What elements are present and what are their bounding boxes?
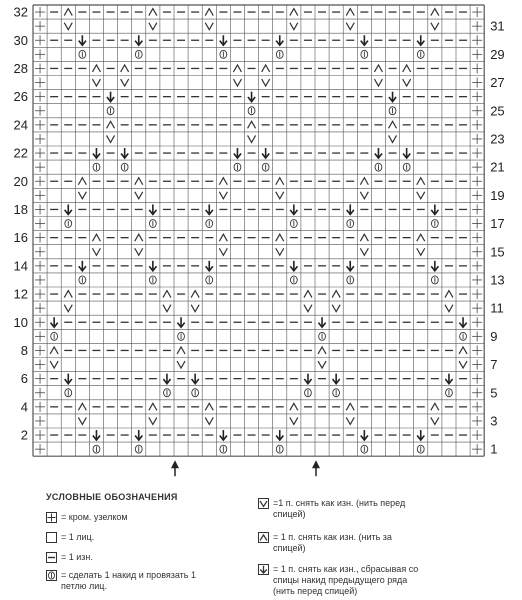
row-label-left: 26 (13, 89, 28, 105)
legend-item-slip-back (258, 532, 418, 554)
row-label-right: 17 (490, 216, 505, 232)
row-label-left: 32 (13, 4, 28, 20)
row-label-right: 3 (490, 413, 498, 429)
legend (0, 490, 522, 600)
knit-stitch-icon (46, 532, 57, 543)
row-label-right: 27 (490, 75, 505, 91)
legend-item-yarnover (46, 570, 216, 592)
row-label-left: 4 (20, 399, 28, 415)
purl-stitch-icon (46, 552, 57, 563)
legend-yarnover-label: = сделать 1 накид и провязать 1 петлю лиц. (61, 570, 196, 591)
row-label-right: 5 (490, 385, 498, 401)
repeat-arrow-head (312, 460, 320, 468)
row-label-right: 9 (490, 328, 498, 344)
legend-item-slip-front (258, 498, 418, 520)
row-label-right: 31 (490, 18, 505, 34)
row-label-right: 7 (490, 357, 498, 373)
row-label-left: 12 (13, 286, 28, 302)
row-label-right: 23 (490, 131, 505, 147)
row-label-right: 19 (490, 187, 505, 203)
row-label-left: 10 (13, 314, 28, 330)
legend-purl-label: = 1 изн. (61, 552, 93, 562)
row-label-right: 29 (490, 46, 505, 62)
row-label-right: 21 (490, 159, 505, 175)
row-label-left: 24 (13, 117, 28, 133)
row-label-left: 16 (13, 230, 28, 246)
legend-slip-back-label: = 1 п. снять как изн. (нить за спицей) (273, 532, 392, 553)
legend-item-edge (46, 512, 128, 523)
row-label-left: 18 (13, 201, 28, 217)
row-label-left: 2 (20, 427, 28, 443)
legend-knit-label: = 1 лиц. (61, 532, 95, 542)
row-label-left: 20 (13, 173, 28, 189)
row-label-right: 25 (490, 103, 505, 119)
row-label-right: 11 (490, 300, 504, 316)
row-label-left: 22 (13, 145, 28, 161)
repeat-arrow-head (171, 460, 179, 468)
legend-item-purl (46, 552, 93, 563)
slip-front-icon (258, 498, 269, 509)
legend-item-knit (46, 532, 94, 543)
row-label-left: 14 (13, 258, 28, 274)
row-label-right: 13 (490, 272, 505, 288)
legend-title: УСЛОВНЫЕ ОБОЗНАЧЕНИЯ (46, 492, 178, 502)
edge-stitch-icon (46, 512, 57, 523)
slip-back-icon (258, 532, 269, 543)
yarnover-knit-icon (46, 570, 57, 581)
legend-slip-drop-label: = 1 п. снять как изн., сбрасывая со спицы накид предыдущего ряда (нить перед спицей) (273, 564, 419, 596)
legend-item-slip-drop (258, 564, 428, 597)
row-label-left: 28 (13, 60, 28, 76)
legend-edge-label: = кром. узелком (61, 512, 128, 522)
row-label-left: 8 (20, 342, 28, 358)
legend-slip-front-label: =1 п. снять как изн. (нить перед спицей) (273, 498, 406, 519)
slip-drop-icon (258, 564, 269, 575)
row-label-right: 15 (490, 244, 505, 260)
row-label-right: 1 (490, 441, 498, 457)
row-label-left: 6 (20, 371, 28, 387)
row-label-left: 30 (13, 32, 28, 48)
